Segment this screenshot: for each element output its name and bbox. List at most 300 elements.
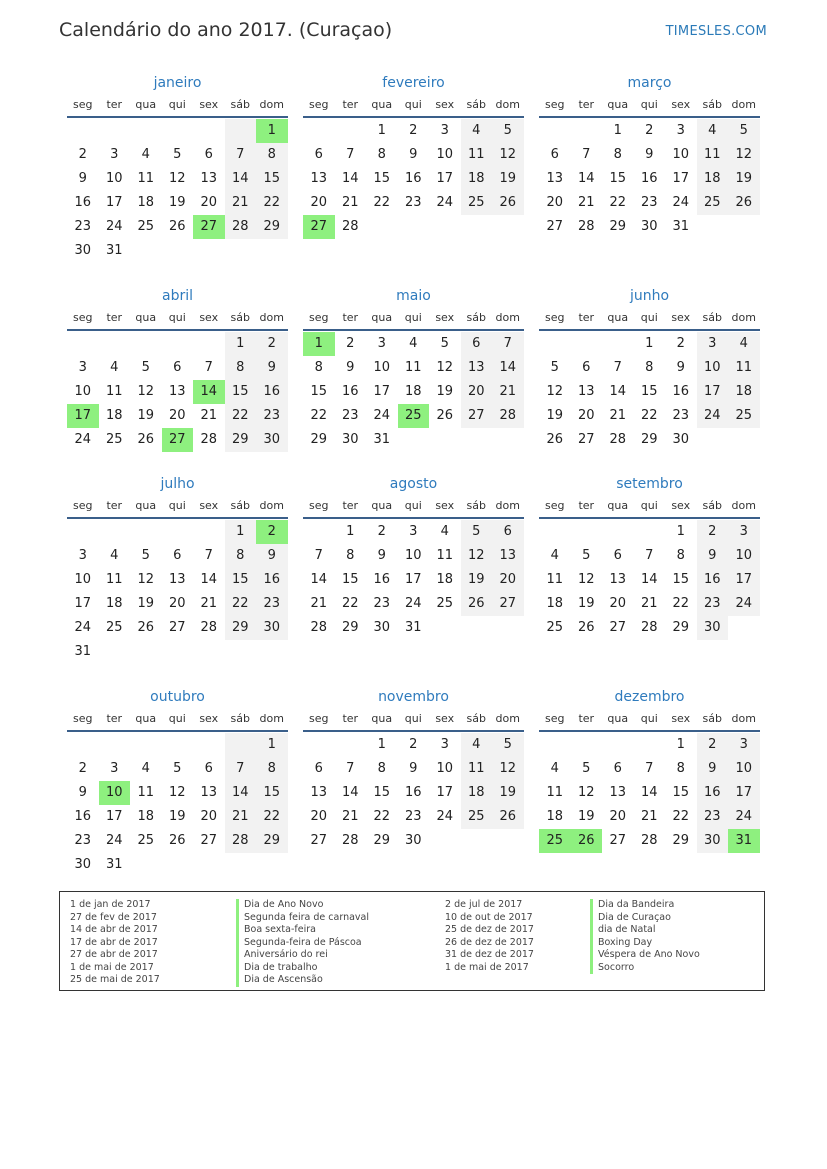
day-cell: 21 <box>609 408 627 423</box>
day-cell: 25 <box>697 191 729 215</box>
day-cell: 19 <box>168 809 186 824</box>
day-cell: 17 <box>373 384 391 399</box>
day-cell: 16 <box>256 380 288 404</box>
day-cell: 1 <box>377 123 386 138</box>
day-cell: 26 <box>137 432 155 447</box>
day-cell: 30 <box>672 432 690 447</box>
weekday-label: qua <box>371 98 393 111</box>
day-cell: 2 <box>256 332 288 356</box>
day-cell: 10 <box>105 171 123 186</box>
month-name: novembro <box>378 689 449 705</box>
day-cell: 19 <box>492 167 524 191</box>
weekday-label: dom <box>495 311 520 324</box>
day-cell: 16 <box>256 568 288 592</box>
day-cell: 26 <box>492 191 524 215</box>
empty-cell <box>162 119 194 143</box>
weekday-label: seg <box>309 499 329 512</box>
day-cell: 20 <box>168 596 186 611</box>
day-cell: 4 <box>110 360 119 375</box>
day-cell: 20 <box>461 380 493 404</box>
day-cell: 18 <box>137 809 155 824</box>
weekday-label: sáb <box>230 311 250 324</box>
day-cell: 20 <box>200 195 218 210</box>
day-cell: 25 <box>461 805 493 829</box>
day-cell: 29 <box>225 428 257 452</box>
day-cell: 10 <box>697 356 729 380</box>
day-cell: 5 <box>550 360 559 375</box>
day-cell: 30 <box>341 432 359 447</box>
day-grid <box>539 331 760 452</box>
day-cell: 28 <box>492 404 524 428</box>
day-cell: 17 <box>67 404 99 428</box>
day-cell: 13 <box>200 171 218 186</box>
empty-cell <box>602 332 634 356</box>
empty-cell <box>99 332 131 356</box>
day-cell: 21 <box>200 596 218 611</box>
day-cell: 16 <box>404 171 422 186</box>
day-cell: 25 <box>461 191 493 215</box>
empty-cell <box>225 239 257 263</box>
empty-cell <box>303 520 335 544</box>
legend-date: 26 de dez de 2017 <box>445 936 534 948</box>
empty-cell <box>130 640 162 664</box>
day-cell: 13 <box>310 171 328 186</box>
day-cell: 1 <box>613 123 622 138</box>
day-cell: 5 <box>728 119 760 143</box>
empty-cell <box>602 733 634 757</box>
empty-cell <box>67 520 99 544</box>
day-cell: 17 <box>436 171 454 186</box>
weekday-label: qua <box>135 98 157 111</box>
empty-cell <box>193 520 225 544</box>
day-cell: 22 <box>225 404 257 428</box>
day-cell: 15 <box>225 568 257 592</box>
empty-cell <box>571 520 603 544</box>
day-cell: 31 <box>672 219 690 234</box>
day-cell: 8 <box>676 548 685 563</box>
weekday-label: qua <box>135 712 157 725</box>
day-cell: 28 <box>640 833 658 848</box>
day-cell: 28 <box>640 620 658 635</box>
weekday-label: qua <box>371 499 393 512</box>
weekday-label: sáb <box>466 499 486 512</box>
day-cell: 7 <box>346 761 355 776</box>
day-cell: 2 <box>346 336 355 351</box>
day-cell: 20 <box>577 408 595 423</box>
day-cell: 31 <box>373 432 391 447</box>
day-cell: 31 <box>74 644 92 659</box>
month-name: janeiro <box>153 75 202 91</box>
day-cell: 6 <box>204 147 213 162</box>
weekday-label: sáb <box>702 499 722 512</box>
day-cell: 20 <box>200 809 218 824</box>
day-cell: 7 <box>613 360 622 375</box>
day-cell: 24 <box>672 195 690 210</box>
day-cell: 19 <box>577 596 595 611</box>
day-cell: 10 <box>436 147 454 162</box>
legend-date: 1 de mai de 2017 <box>445 961 529 973</box>
day-cell: 4 <box>728 332 760 356</box>
day-cell: 26 <box>571 829 603 853</box>
day-cell: 21 <box>341 195 359 210</box>
weekday-header <box>67 708 288 732</box>
weekday-label: qui <box>640 311 658 324</box>
day-cell: 21 <box>225 191 257 215</box>
empty-cell <box>193 332 225 356</box>
day-cell: 15 <box>310 384 328 399</box>
day-cell: 10 <box>436 761 454 776</box>
day-cell: 17 <box>105 195 123 210</box>
day-cell: 25 <box>137 833 155 848</box>
day-cell: 28 <box>341 219 359 234</box>
weekday-label: qua <box>607 98 629 111</box>
brand-link[interactable]: TIMESLES.COM <box>665 24 767 39</box>
weekday-label: ter <box>106 98 123 111</box>
weekday-label: seg <box>545 712 565 725</box>
day-cell: 14 <box>577 171 595 186</box>
day-cell: 11 <box>461 757 493 781</box>
day-cell: 5 <box>582 548 591 563</box>
day-cell: 19 <box>168 195 186 210</box>
weekday-header <box>67 94 288 118</box>
weekday-label: qui <box>168 499 186 512</box>
day-cell: 13 <box>310 785 328 800</box>
day-cell: 1 <box>225 520 257 544</box>
weekday-label: qua <box>607 311 629 324</box>
day-cell: 4 <box>461 733 493 757</box>
empty-cell <box>539 733 571 757</box>
day-cell: 15 <box>609 171 627 186</box>
day-cell: 27 <box>200 833 218 848</box>
day-cell: 29 <box>640 432 658 447</box>
month-novembro <box>303 686 524 853</box>
day-cell: 18 <box>105 408 123 423</box>
day-cell: 22 <box>373 809 391 824</box>
holiday-legend <box>59 891 765 991</box>
weekday-label: seg <box>309 98 329 111</box>
day-cell: 9 <box>256 544 288 568</box>
legend-holiday-name: Dia de Ascensão <box>236 974 369 987</box>
weekday-header <box>303 495 524 519</box>
day-cell: 13 <box>168 384 186 399</box>
day-cell: 12 <box>492 143 524 167</box>
weekday-label: qui <box>640 712 658 725</box>
weekday-label: sex <box>199 311 219 324</box>
day-cell: 7 <box>582 147 591 162</box>
legend-holiday-name: Socorro <box>590 962 700 975</box>
empty-cell <box>398 428 430 452</box>
legend-holiday-name: Aniversário do rei <box>236 949 369 962</box>
day-cell: 15 <box>256 781 288 805</box>
day-cell: 7 <box>645 548 654 563</box>
empty-cell <box>728 428 760 452</box>
weekday-label: dom <box>259 712 284 725</box>
day-cell: 10 <box>74 384 92 399</box>
day-cell: 28 <box>310 620 328 635</box>
day-grid <box>539 118 760 239</box>
empty-cell <box>492 428 524 452</box>
day-cell: 14 <box>310 572 328 587</box>
day-cell: 15 <box>256 167 288 191</box>
day-cell: 15 <box>373 785 391 800</box>
day-cell: 16 <box>672 384 690 399</box>
weekday-label: dom <box>731 98 756 111</box>
day-cell: 30 <box>256 428 288 452</box>
day-cell: 28 <box>225 829 257 853</box>
month-outubro <box>67 686 288 877</box>
weekday-label: sáb <box>702 98 722 111</box>
day-cell: 25 <box>546 620 564 635</box>
empty-cell <box>539 332 571 356</box>
day-cell: 3 <box>728 520 760 544</box>
empty-cell <box>162 332 194 356</box>
day-cell: 12 <box>461 544 493 568</box>
day-cell: 24 <box>728 805 760 829</box>
day-cell: 4 <box>440 524 449 539</box>
weekday-label: ter <box>106 712 123 725</box>
day-cell: 28 <box>200 432 218 447</box>
day-cell: 26 <box>492 805 524 829</box>
weekday-header <box>67 307 288 331</box>
weekday-label: qua <box>371 712 393 725</box>
day-cell: 11 <box>546 572 564 587</box>
day-cell: 21 <box>492 380 524 404</box>
day-cell: 27 <box>193 215 225 239</box>
weekday-label: seg <box>545 98 565 111</box>
day-cell: 3 <box>440 737 449 752</box>
day-cell: 25 <box>105 620 123 635</box>
day-cell: 14 <box>609 384 627 399</box>
day-cell: 5 <box>440 336 449 351</box>
empty-cell <box>429 215 461 239</box>
day-cell: 17 <box>105 809 123 824</box>
weekday-label: dom <box>259 311 284 324</box>
day-cell: 3 <box>377 336 386 351</box>
day-cell: 8 <box>256 143 288 167</box>
day-cell: 1 <box>346 524 355 539</box>
day-cell: 18 <box>436 572 454 587</box>
day-cell: 2 <box>409 737 418 752</box>
day-cell: 18 <box>697 167 729 191</box>
day-cell: 25 <box>728 404 760 428</box>
day-cell: 11 <box>461 143 493 167</box>
empty-cell <box>634 520 666 544</box>
weekday-label: qua <box>607 712 629 725</box>
legend-holiday-name: Dia de trabalho <box>236 962 369 975</box>
day-cell: 29 <box>225 616 257 640</box>
day-cell: 17 <box>436 785 454 800</box>
month-name: maio <box>396 288 431 304</box>
weekday-label: ter <box>342 712 359 725</box>
weekday-header <box>303 94 524 118</box>
day-cell: 12 <box>436 360 454 375</box>
day-grid <box>303 732 524 853</box>
day-cell: 22 <box>609 195 627 210</box>
day-cell: 10 <box>373 360 391 375</box>
empty-cell <box>162 520 194 544</box>
day-cell: 18 <box>404 384 422 399</box>
day-cell: 3 <box>110 761 119 776</box>
day-cell: 20 <box>310 195 328 210</box>
weekday-label: sáb <box>466 311 486 324</box>
day-cell: 21 <box>577 195 595 210</box>
day-cell: 6 <box>204 761 213 776</box>
day-cell: 2 <box>377 524 386 539</box>
day-cell: 19 <box>577 809 595 824</box>
empty-cell <box>602 520 634 544</box>
weekday-label: seg <box>73 311 93 324</box>
day-cell: 15 <box>640 384 658 399</box>
weekday-label: qui <box>404 311 422 324</box>
day-cell: 27 <box>303 215 335 239</box>
day-cell: 20 <box>609 596 627 611</box>
weekday-label: qui <box>404 98 422 111</box>
empty-cell <box>571 332 603 356</box>
day-grid <box>303 118 524 239</box>
empty-cell <box>303 119 335 143</box>
weekday-label: dom <box>495 499 520 512</box>
empty-cell <box>335 119 367 143</box>
weekday-label: ter <box>578 499 595 512</box>
day-cell: 13 <box>546 171 564 186</box>
day-cell: 22 <box>256 191 288 215</box>
day-cell: 14 <box>193 380 225 404</box>
day-cell: 29 <box>341 620 359 635</box>
day-cell: 29 <box>256 829 288 853</box>
day-cell: 7 <box>204 548 213 563</box>
day-cell: 19 <box>137 596 155 611</box>
day-cell: 20 <box>492 568 524 592</box>
weekday-label: sáb <box>230 712 250 725</box>
empty-cell <box>162 640 194 664</box>
weekday-label: qui <box>640 98 658 111</box>
day-cell: 3 <box>110 147 119 162</box>
day-cell: 7 <box>225 757 257 781</box>
weekday-label: dom <box>495 712 520 725</box>
weekday-label: sex <box>671 499 691 512</box>
day-cell: 5 <box>173 147 182 162</box>
legend-date: 25 de mai de 2017 <box>70 974 160 985</box>
day-cell: 10 <box>728 544 760 568</box>
day-cell: 20 <box>609 809 627 824</box>
day-cell: 22 <box>341 596 359 611</box>
day-cell: 10 <box>728 757 760 781</box>
legend-date: 31 de dez de 2017 <box>445 949 534 960</box>
day-cell: 27 <box>461 404 493 428</box>
day-cell: 5 <box>461 520 493 544</box>
weekday-label: dom <box>259 98 284 111</box>
day-cell: 30 <box>697 616 729 640</box>
weekday-label: sáb <box>702 712 722 725</box>
empty-cell <box>335 733 367 757</box>
empty-cell <box>539 119 571 143</box>
day-cell: 16 <box>697 568 729 592</box>
day-cell: 21 <box>310 596 328 611</box>
day-cell: 4 <box>409 336 418 351</box>
empty-cell <box>162 733 194 757</box>
empty-cell <box>130 853 162 877</box>
empty-cell <box>225 640 257 664</box>
day-cell: 26 <box>436 408 454 423</box>
day-cell: 8 <box>377 147 386 162</box>
legend-holiday-name: dia de Natal <box>590 924 700 937</box>
day-cell: 23 <box>404 809 422 824</box>
day-cell: 9 <box>697 757 729 781</box>
legend-date: 1 de jan de 2017 <box>70 899 151 910</box>
day-cell: 12 <box>137 572 155 587</box>
month-setembro <box>539 473 760 640</box>
day-cell: 11 <box>105 572 123 587</box>
day-cell: 17 <box>672 171 690 186</box>
day-cell: 22 <box>672 809 690 824</box>
day-cell: 10 <box>99 781 131 805</box>
day-cell: 15 <box>672 785 690 800</box>
day-cell: 7 <box>492 332 524 356</box>
weekday-header <box>539 495 760 519</box>
empty-cell <box>193 640 225 664</box>
day-cell: 16 <box>341 384 359 399</box>
day-cell: 19 <box>492 781 524 805</box>
legend-date: 17 de abr de 2017 <box>70 936 158 948</box>
weekday-label: qui <box>404 499 422 512</box>
day-grid <box>539 519 760 640</box>
weekday-label: qui <box>640 499 658 512</box>
weekday-header <box>67 495 288 519</box>
weekday-label: qua <box>607 499 629 512</box>
day-cell: 16 <box>74 195 92 210</box>
day-cell: 14 <box>341 785 359 800</box>
day-cell: 3 <box>697 332 729 356</box>
empty-cell <box>193 239 225 263</box>
empty-cell <box>193 119 225 143</box>
day-cell: 2 <box>78 147 87 162</box>
day-cell: 22 <box>310 408 328 423</box>
day-cell: 24 <box>373 408 391 423</box>
empty-cell <box>492 616 524 640</box>
day-cell: 11 <box>436 548 454 563</box>
weekday-header <box>303 708 524 732</box>
day-cell: 11 <box>137 171 155 186</box>
empty-cell <box>492 829 524 853</box>
day-cell: 24 <box>728 592 760 616</box>
day-cell: 19 <box>137 408 155 423</box>
day-cell: 16 <box>640 171 658 186</box>
empty-cell <box>130 733 162 757</box>
day-cell: 9 <box>409 147 418 162</box>
month-junho <box>539 285 760 452</box>
empty-cell <box>193 733 225 757</box>
weekday-label: ter <box>342 98 359 111</box>
empty-cell <box>225 733 257 757</box>
month-março <box>539 72 760 239</box>
day-cell: 8 <box>346 548 355 563</box>
day-cell: 30 <box>256 616 288 640</box>
legend-holiday-name: Dia de Curaçao <box>590 912 700 925</box>
legend-date: 27 de fev de 2017 <box>70 911 157 923</box>
day-cell: 6 <box>461 332 493 356</box>
day-cell: 20 <box>310 809 328 824</box>
day-cell: 12 <box>546 384 564 399</box>
month-name: outubro <box>150 689 205 705</box>
empty-cell <box>130 239 162 263</box>
weekday-label: seg <box>545 499 565 512</box>
day-cell: 22 <box>640 408 658 423</box>
day-cell: 11 <box>546 785 564 800</box>
day-cell: 24 <box>436 195 454 210</box>
day-cell: 24 <box>697 404 729 428</box>
empty-cell <box>461 215 493 239</box>
day-cell: 18 <box>728 380 760 404</box>
